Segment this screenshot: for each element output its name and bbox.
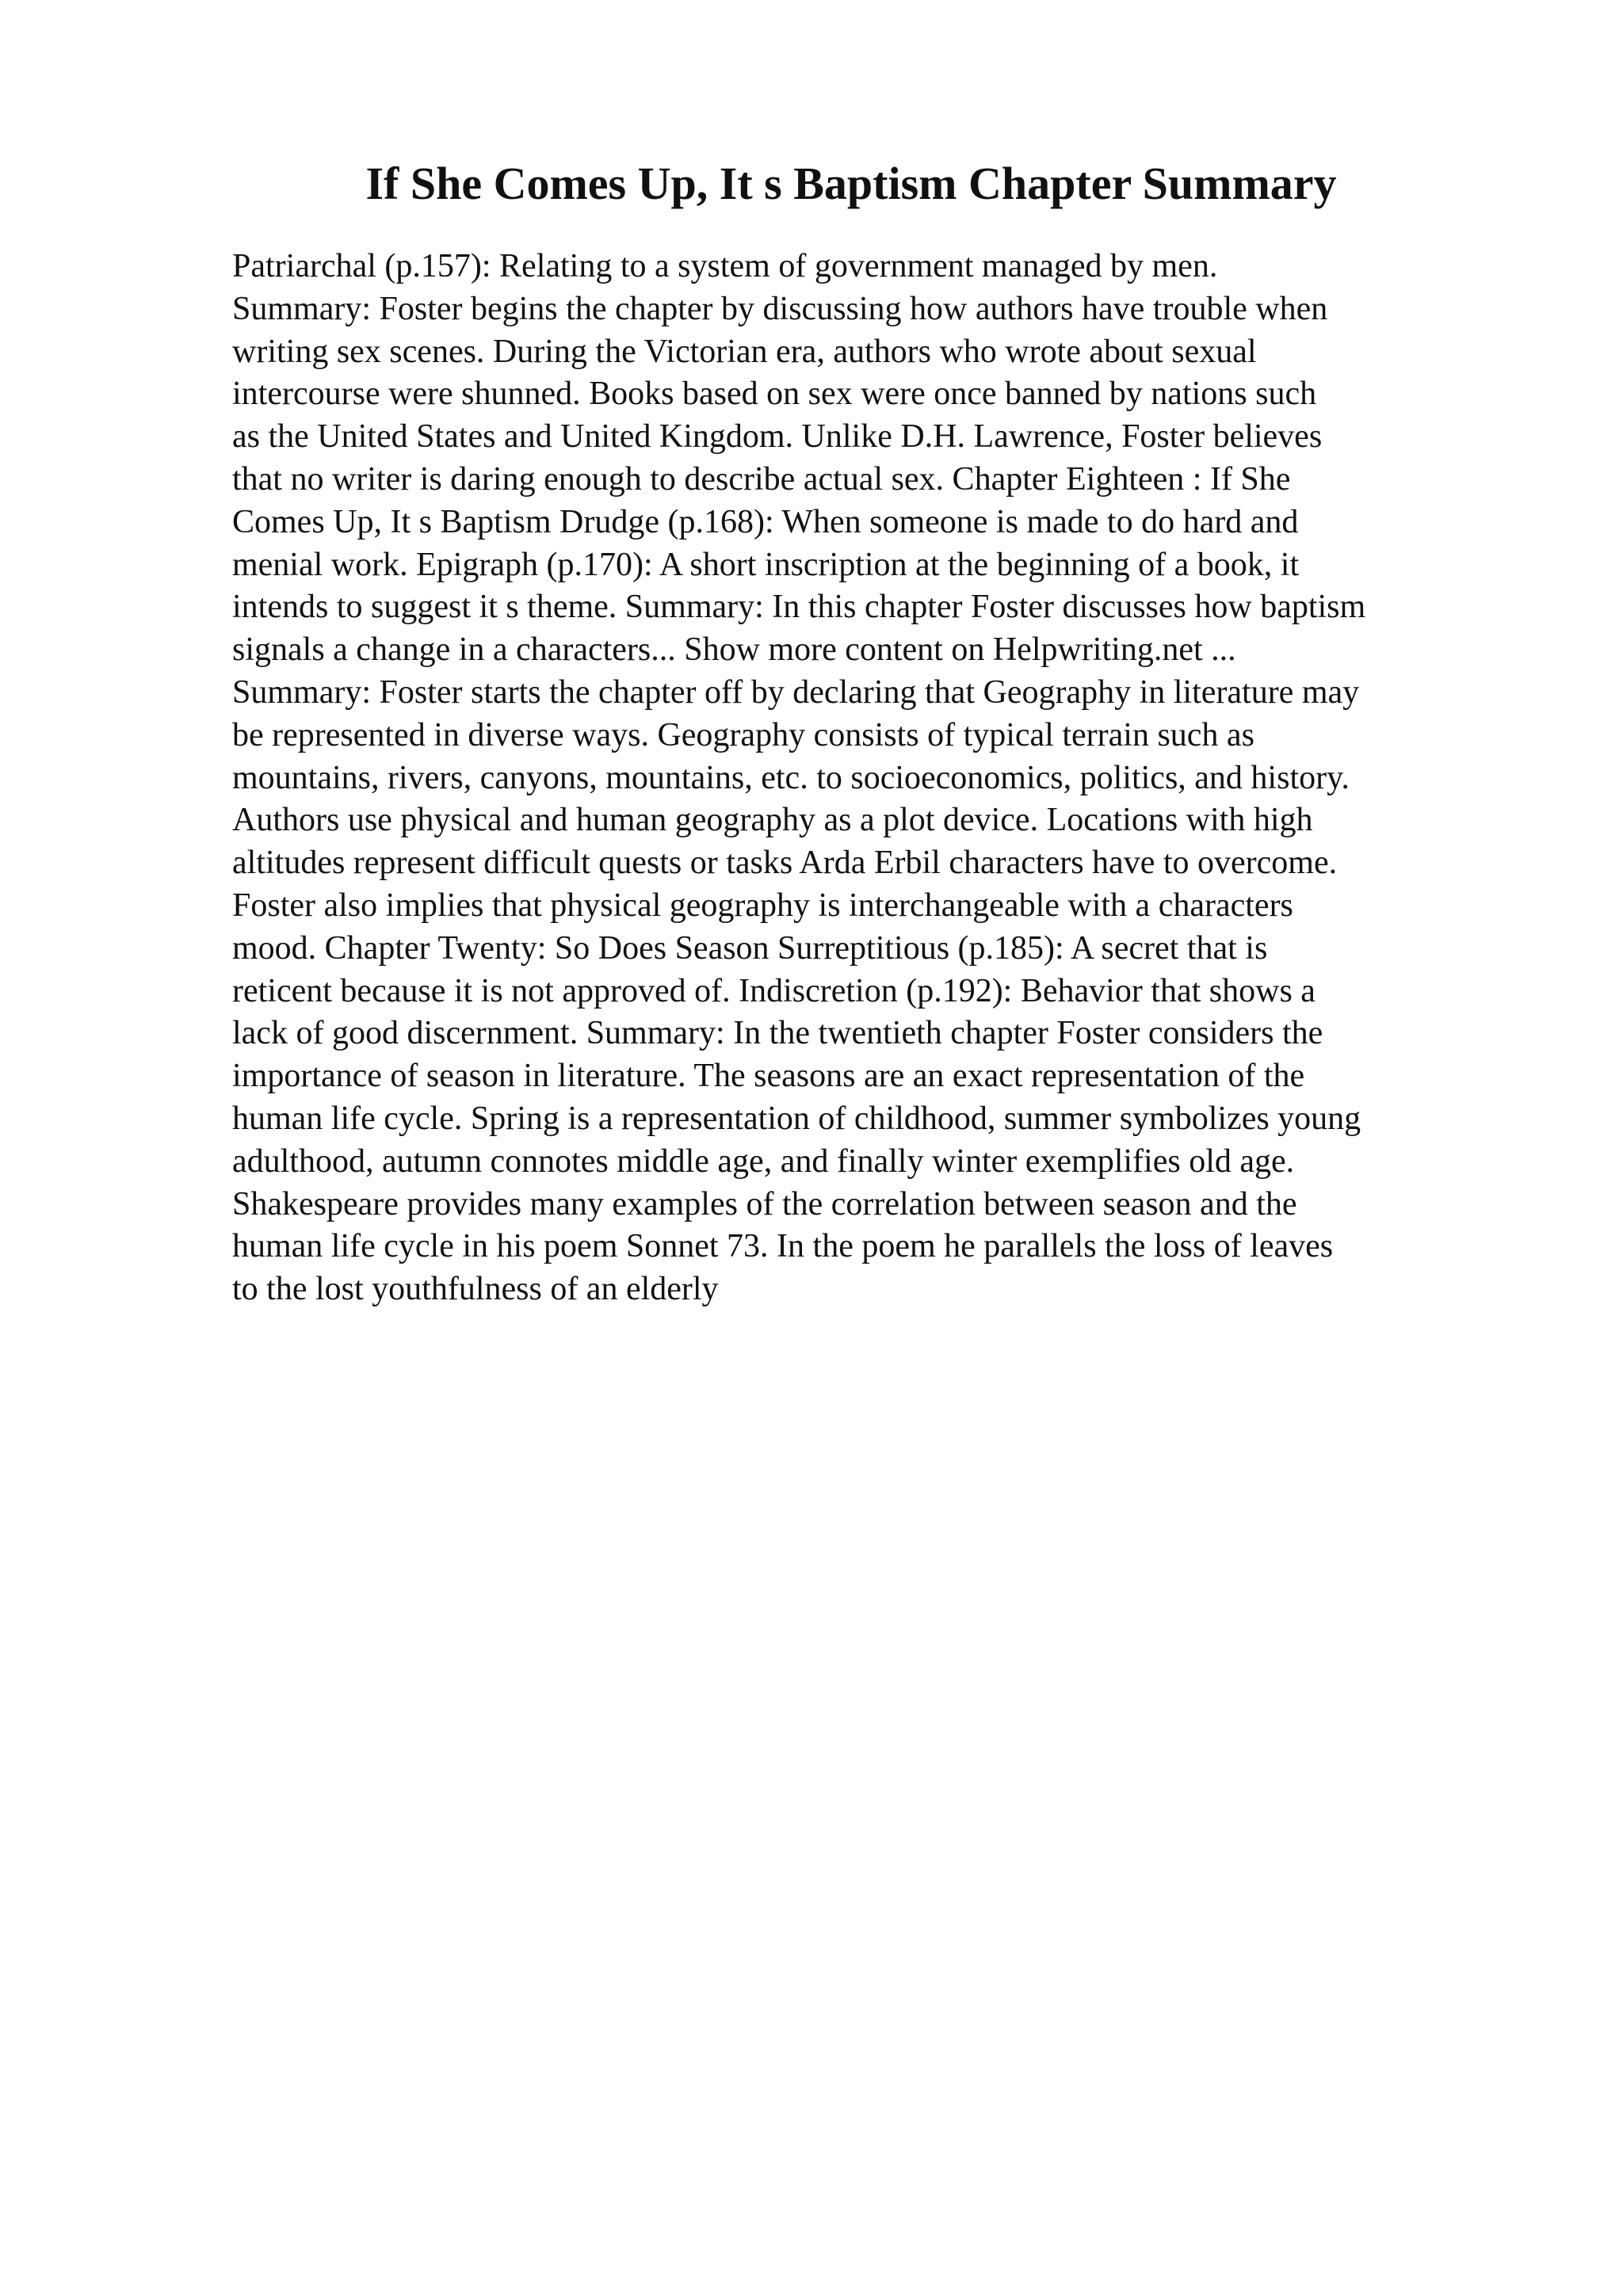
- body-line: human life cycle. Spring is a representation of childhood, summer symbolizes young: [232, 1100, 1361, 1137]
- body-line: Comes Up, It s Baptism Drudge (p.168): When someone is made to do hard and: [232, 503, 1299, 540]
- body-line: intercourse were shunned. Books based on sex were once banned by nations such: [232, 376, 1317, 413]
- body-line: importance of season in literature. The seasons are an exact representation of the: [232, 1058, 1305, 1095]
- body-line: as the United States and United Kingdom. Unlike D.H. Lawrence, Foster believes: [232, 418, 1323, 456]
- body-line: altitudes represent difficult quests or tasks Arda Erbil characters have to overcome.: [232, 845, 1338, 882]
- document-body: [232, 246, 1500, 1311]
- body-line: human life cycle in his poem Sonnet 73. In the poem he parallels the loss of leaves: [232, 1228, 1334, 1265]
- body-line: menial work. Epigraph (p.170): A short inscription at the beginning of a book, it: [232, 546, 1300, 583]
- body-line: to the lost youthfulness of an elderly: [232, 1271, 719, 1308]
- body-line: adulthood, autumn connotes middle age, and finally winter exemplifies old age.: [232, 1142, 1295, 1180]
- body-line: mountains, rivers, canyons, mountains, etc. to socioeconomics, politics, and history.: [232, 759, 1350, 796]
- body-line: lack of good discernment. Summary: In the twentieth chapter Foster considers the: [232, 1015, 1323, 1052]
- body-line: Summary: Foster begins the chapter by discussing how authors have trouble when: [232, 290, 1328, 327]
- body-line: Foster also implies that physical geography is interchangeable with a characters: [232, 887, 1293, 924]
- body-line: Patriarchal (p.157): Relating to a system of government managed by men.: [232, 248, 1218, 284]
- body-line: that no writer is daring enough to describe actual sex. Chapter Eighteen : If She: [232, 460, 1291, 498]
- document-title: If She Comes Up, It s Baptism Chapter Summary: [365, 158, 1337, 209]
- body-line: intends to suggest it s theme. Summary: In this chapter Foster discusses how baptism: [232, 589, 1366, 626]
- body-line: Authors use physical and human geography as a plot device. Locations with high: [232, 802, 1313, 839]
- body-line: mood. Chapter Twenty: So Does Season Surreptitious (p.185): A secret that is: [232, 929, 1268, 967]
- body-line: Shakespeare provides many examples of the correlation between season and the: [232, 1185, 1297, 1222]
- body-line: be represented in diverse ways. Geography consists of typical terrain such as: [232, 716, 1254, 753]
- body-line: reticent because it is not approved of. Indiscretion (p.192): Behavior that shows a: [232, 972, 1316, 1009]
- body-line: signals a change in a characters... Show more content on Helpwriting.net ...: [232, 631, 1236, 669]
- body-line: writing sex scenes. During the Victorian era, authors who wrote about sexual: [232, 333, 1257, 370]
- body-line: Summary: Foster starts the chapter off by declaring that Geography in literature may: [232, 673, 1360, 711]
